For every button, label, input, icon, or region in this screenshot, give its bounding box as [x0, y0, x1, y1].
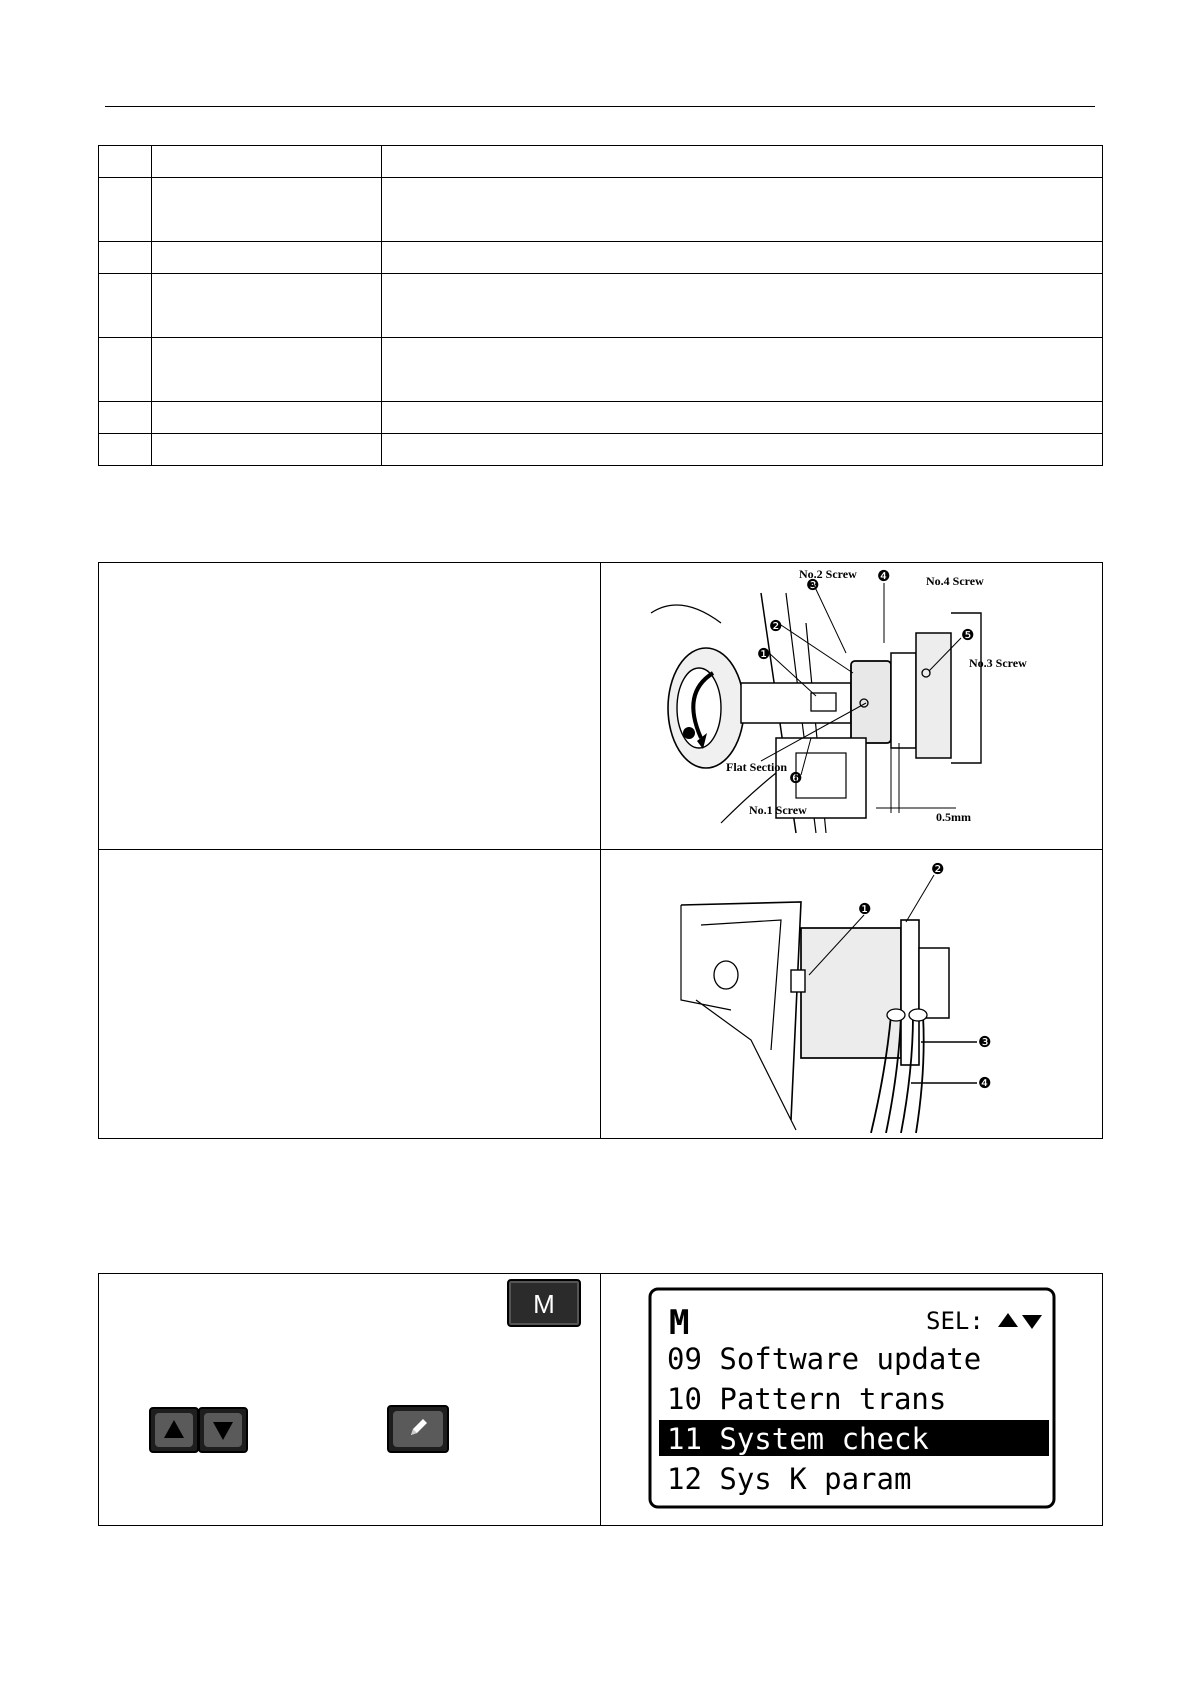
table-row [99, 242, 1103, 274]
motor-figure-cell [601, 850, 1103, 1139]
operation-steps-cell [99, 1274, 601, 1526]
marker-2: ❷ [769, 619, 783, 635]
marker-2: ❷ [931, 862, 945, 878]
triangle-down-icon [200, 1409, 246, 1451]
marker-4: ❹ [877, 569, 891, 585]
lcd-display-cell [601, 1274, 1103, 1526]
lcd-screen [601, 1274, 1101, 1524]
lcd-select-hint: SEL: [926, 1307, 984, 1335]
lcd-mode-indicator: M [669, 1303, 690, 1343]
marker-3: ❸ [978, 1035, 992, 1051]
table-row [99, 1274, 1103, 1526]
up-key-button[interactable] [149, 1407, 199, 1453]
lcd-menu-item-selected: 11 System check [667, 1422, 929, 1456]
lcd-menu-item: 12 Sys K param [667, 1462, 912, 1496]
adjustment-figure-table [98, 562, 1103, 1139]
marker-1: ❶ [858, 902, 872, 918]
table-row [99, 338, 1103, 402]
marker-6: ❻ [789, 771, 803, 787]
pencil-icon [389, 1407, 447, 1451]
label-flat-section: Flat Section [726, 760, 787, 774]
table-row [99, 146, 1103, 178]
lcd-menu-item: 10 Pattern trans [667, 1382, 947, 1416]
motor-figure [601, 850, 1101, 1133]
label-no2-screw: No.2 Screw [799, 567, 857, 581]
description-cell [99, 850, 601, 1139]
marker-3: ❸ [806, 578, 820, 594]
timing-figure-cell [601, 563, 1103, 850]
table-row [99, 850, 1103, 1139]
label-no1-screw: No.1 Screw [749, 803, 807, 817]
marker-4: ❹ [978, 1076, 992, 1092]
table-row [99, 434, 1103, 466]
lcd-menu-item: 09 Software update [667, 1342, 982, 1376]
label-no3-screw: No.3 Screw [969, 656, 1027, 670]
label-gap-distance: 0.5mm [936, 810, 971, 824]
table-row [99, 563, 1103, 850]
label-no4-screw: No.4 Screw [926, 574, 984, 588]
m-key-button[interactable] [507, 1279, 581, 1327]
triangle-up-icon [151, 1409, 197, 1451]
parameter-table [98, 145, 1103, 466]
edit-key-button[interactable] [387, 1405, 449, 1453]
table-row [99, 178, 1103, 242]
marker-5: ❺ [961, 628, 975, 644]
description-cell [99, 563, 601, 850]
screw-timing-figure [601, 563, 1101, 844]
panel-operation-table [98, 1273, 1103, 1526]
table-row [99, 274, 1103, 338]
marker-1: ❶ [757, 647, 771, 663]
header-rule [105, 106, 1095, 107]
down-key-button[interactable] [198, 1407, 248, 1453]
m-key-label: M [533, 1289, 555, 1319]
table-row [99, 402, 1103, 434]
